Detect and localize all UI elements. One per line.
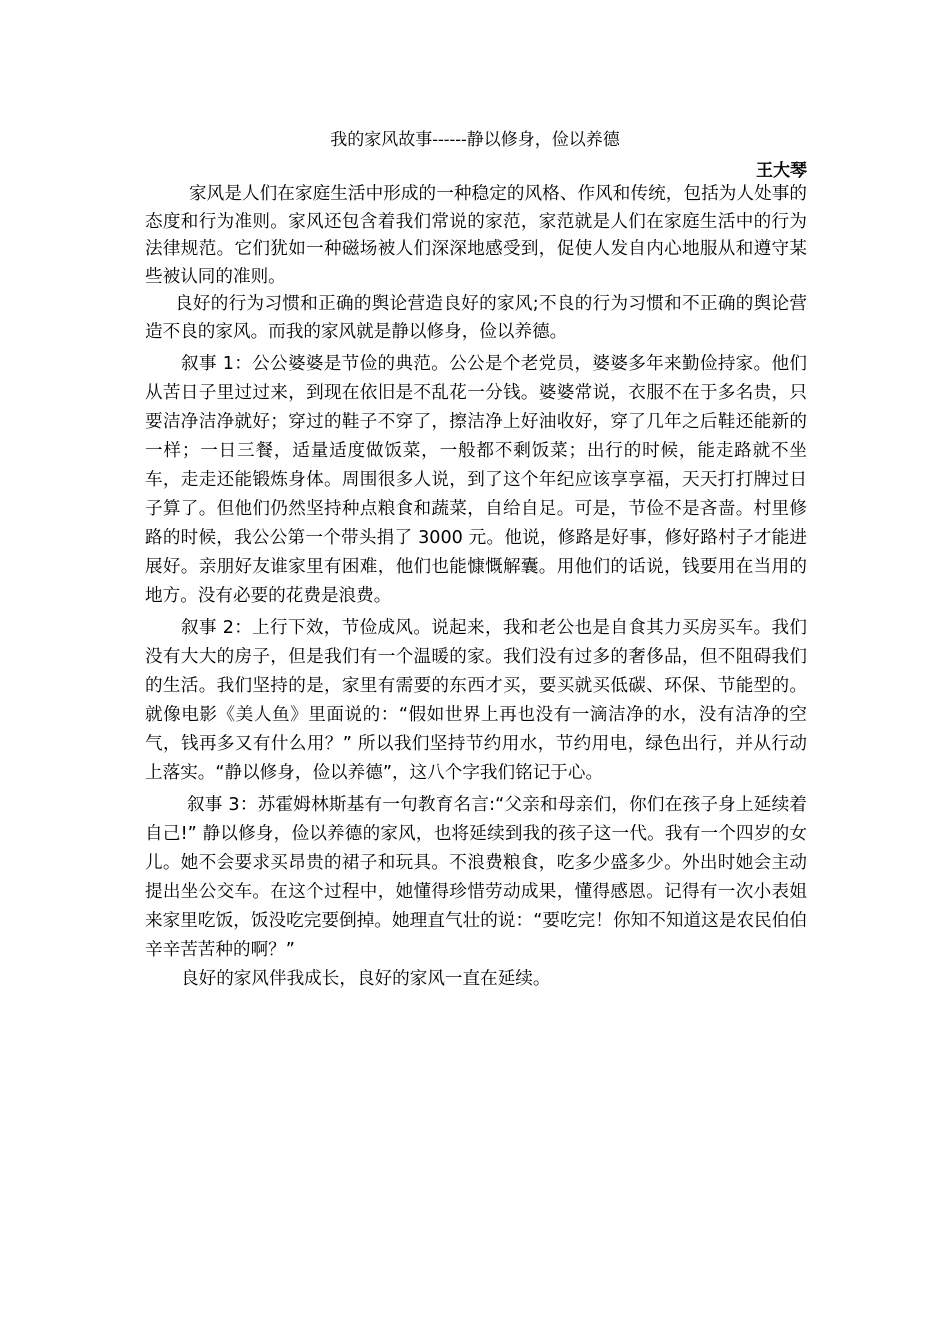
paragraph-story-2: 叙事 2：上行下效，节俭成风。说起来，我和老公也是自食其力买房买车。我们没有大大的房子，但是我们有一个温暖的家。我们没有过多的奢侈品，但不阻碍我们的生活。我们坚持的是，家里有需要的东西才买，要买就买低碳、环保、节能型的。就像电影《美人鱼》里面说的：“假如世界上再也没有一滴洁净的水，没有洁净的空气，钱再多又有什么用？” 所以我们坚持节约用水，节约用电，绿色出行，并从行动上落实。“静以修身，俭以养德”，这八个字我们铭记于心。 xyxy=(145,618,807,783)
document-body xyxy=(145,181,807,994)
paragraph-closing: 良好的家风伴我成长，良好的家风一直在延续。 xyxy=(181,969,551,989)
paragraph-story-3: 叙事 3：苏霍姆林斯基有一句教育名言:“父亲和母亲们，你们在孩子身上延续着自己!” 静以修身，俭以养德的家风，也将延续到我的孩子这一代。我有一个四岁的女儿。她不会要求买昂贵的裙子和玩具。不浪费粮食，吃多少盛多少。外出时她会主动提出坐公交车。在这个过程中，她懂得珍惜劳动成果，懂得感恩。记得有一次小表姐来家里吃饭，饭没吃完要倒掉。她理直气壮的说：“要吃完！你知不知道这是农民伯伯辛辛苦苦种的啊？” xyxy=(145,795,807,960)
paragraph-story-1: 叙事 1：公公婆婆是节俭的典范。公公是个老党员，婆婆多年来勤俭持家。他们从苦日子里过过来，到现在依旧是不乱花一分钱。婆婆常说，衣服不在于多名贵，只要洁净洁净就好；穿过的鞋子不穿了，擦洁净上好油收好，穿了几年之后鞋还能新的一样；一日三餐，适量适度做饭菜，一般都不剩饭菜；出行的时候，能走路就不坐车，走走还能锻炼身体。周围很多人说，到了这个年纪应该享享福，天天打打牌过日子算了。但他们仍然坚持种点粮食和蔬菜，自给自足。可是，节俭不是吝啬。村里修路的时候，我公公第一个带头捐了 3000 元。他说，修路是好事，修好路村子才能进展好。亲朋好友谁家里有困难，他们也能慷慨解囊。用他们的话说，钱要用在当用的地方。没有必要的花费是浪费。 xyxy=(145,354,807,606)
paragraph-intro: 家风是人们在家庭生活中形成的一种稳定的风格、作风和传统，包括为人处事的态度和行为准则。家风还包含着我们常说的家范，家范就是人们在家庭生活中的行为法律规范。它们犹如一种磁场被人们深深地感受到，促使人发自内心地服从和遵守某些被认同的准则。 xyxy=(145,184,807,287)
document-title: 我的家风故事------静以修身，俭以养德 xyxy=(330,130,620,150)
paragraph-family-values: 良好的行为习惯和正确的舆论营造良好的家风;不良的行为习惯和不正确的舆论营造不良的家风。而我的家风就是静以修身，俭以养德。 xyxy=(145,294,807,342)
author-name: 王大琴 xyxy=(756,161,807,181)
